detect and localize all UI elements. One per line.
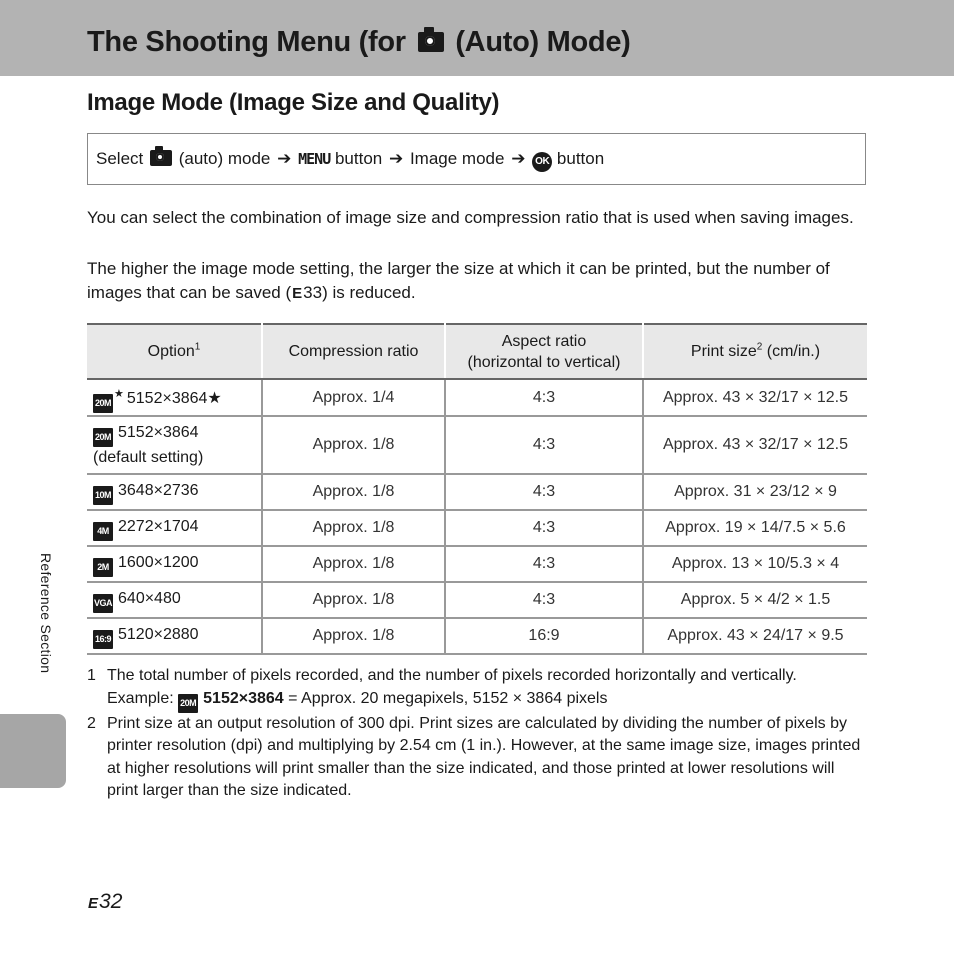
table-row [87, 474, 867, 510]
footnote-number: 1 [87, 667, 96, 684]
option-default-note: (default setting) [93, 448, 204, 466]
header-print-label: Print size [690, 343, 757, 360]
aspect-cell: 4:3 [445, 474, 643, 510]
compression-cell: Approx. 1/8 [262, 510, 445, 546]
option-label: 1600×1200 [118, 553, 199, 571]
aspect-cell: 4:3 [445, 546, 643, 582]
image-mode-16-9-icon: 16:9 [93, 630, 113, 649]
camera-auto-icon [418, 32, 444, 52]
footnote-1-example-size: 5152×3864 [203, 689, 284, 707]
print-size-cell: Approx. 19 × 14/7.5 × 5.6 [643, 510, 867, 546]
detail-text-before: The higher the image mode setting, the larger the size at which it can be printed, but the number of images that can be saved ( [87, 259, 830, 302]
footnote-2-text: Print size at an output resolution of 300 dpi. Print sizes are calculated by dividing the number of pixels by printer resolution (dpi) and multiplying by 2.54 cm (1 in.). However, at the same image size, images printed at higher resolutions will print smaller than the size indicated, and those printed at lower resolutions will print larger than the size indicated. [107, 714, 861, 799]
page-number-value: 32 [99, 890, 123, 913]
print-size-cell: Approx. 43 × 24/17 × 9.5 [643, 618, 867, 654]
option-cell [87, 546, 262, 582]
header-print-unit: (cm/in.) [766, 343, 821, 360]
chapter-title-suffix: (Auto) Mode) [455, 26, 631, 58]
footnote-1-example-label: Example: [107, 689, 174, 707]
camera-auto-icon [150, 150, 172, 166]
reference-section-icon: E [292, 285, 303, 302]
navigation-path-box [87, 133, 866, 185]
star-icon: ★ [114, 387, 124, 400]
option-label: 640×480 [118, 589, 181, 607]
table-row [87, 618, 867, 654]
nav-button-label: button [556, 149, 605, 168]
arrow-right-icon: ➔ [277, 149, 292, 168]
header-option [87, 324, 262, 379]
nav-select: Select [96, 149, 144, 168]
option-cell [87, 582, 262, 618]
aspect-cell: 4:3 [445, 510, 643, 546]
footnote-marker: 2 [756, 341, 763, 353]
footnote-2 [87, 713, 867, 803]
option-cell [87, 510, 262, 546]
aspect-cell: 4:3 [445, 582, 643, 618]
aspect-cell: 4:3 [445, 416, 643, 474]
print-size-cell: Approx. 5 × 4/2 × 1.5 [643, 582, 867, 618]
footnote-marker: 1 [194, 341, 201, 353]
aspect-cell: 4:3 [445, 379, 643, 416]
image-mode-vga-icon: VGA [93, 594, 113, 613]
print-size-cell: Approx. 43 × 32/17 × 12.5 [643, 379, 867, 416]
nav-button-label: button [334, 149, 383, 168]
page-number [87, 890, 122, 914]
header-aspect-line1: Aspect ratio [501, 332, 587, 350]
table-row [87, 379, 867, 416]
header-print-size [643, 324, 867, 379]
image-mode-10m-icon: 10M [93, 486, 113, 505]
aspect-cell: 16:9 [445, 618, 643, 654]
compression-cell: Approx. 1/8 [262, 474, 445, 510]
image-mode-20m-icon: 20M [178, 694, 198, 713]
print-size-cell: Approx. 13 × 10/5.3 × 4 [643, 546, 867, 582]
header-aspect [445, 324, 643, 379]
intro-paragraph: You can select the combination of image size and compression ratio that is used when saving images. [87, 208, 854, 227]
ok-button-icon: OK [532, 152, 552, 172]
footnotes [87, 665, 867, 803]
arrow-right-icon: ➔ [388, 149, 404, 168]
option-label: 5152×3864★ [126, 389, 222, 407]
table-row [87, 582, 867, 618]
section-title: Image Mode (Image Size and Quality) [87, 89, 500, 116]
table-row [87, 546, 867, 582]
image-mode-2m-icon: 2M [93, 558, 113, 577]
print-size-cell: Approx. 43 × 32/17 × 12.5 [643, 416, 867, 474]
option-label: 2272×1704 [118, 517, 199, 535]
print-size-cell: Approx. 31 × 23/12 × 9 [643, 474, 867, 510]
table-header-row [87, 324, 867, 379]
footnote-1-example-rest: = Approx. 20 megapixels, 5152 × 3864 pixels [288, 689, 608, 707]
option-cell [87, 379, 262, 416]
footnote-1 [87, 665, 867, 713]
compression-cell: Approx. 1/8 [262, 546, 445, 582]
header-compression: Compression ratio [262, 324, 445, 379]
option-cell [87, 474, 262, 510]
table-row [87, 510, 867, 546]
compression-cell: Approx. 1/8 [262, 582, 445, 618]
option-label: 5120×2880 [118, 625, 199, 643]
image-mode-table [87, 323, 867, 655]
nav-auto-mode: (auto) mode [178, 149, 271, 168]
image-mode-20m-icon: 20M [93, 394, 113, 413]
compression-cell: Approx. 1/8 [262, 416, 445, 474]
option-label: 3648×2736 [118, 481, 199, 499]
footnote-number: 2 [87, 714, 96, 732]
side-section-label: Reference Section [38, 553, 54, 674]
option-label: 5152×3864 [118, 423, 199, 441]
header-aspect-line2: (horizontal to vertical) [467, 353, 621, 371]
image-mode-20m-icon: 20M [93, 428, 113, 447]
image-mode-4m-icon: 4M [93, 522, 113, 541]
section-tab-marker [0, 714, 66, 788]
chapter-title [87, 22, 631, 62]
compression-cell: Approx. 1/4 [262, 379, 445, 416]
detail-paragraph [87, 257, 877, 306]
detail-text-after: ) is reduced. [322, 283, 416, 302]
menu-button-icon: MENU [298, 150, 331, 168]
footnote-1-text: The total number of pixels recorded, and the number of pixels recorded horizontally and vertically. [107, 667, 797, 684]
chapter-title-prefix: The Shooting Menu (for [87, 26, 406, 58]
table-row [87, 416, 867, 474]
reference-section-icon: E [88, 895, 99, 912]
option-cell [87, 618, 262, 654]
header-option-label: Option [147, 343, 195, 360]
option-cell [87, 416, 262, 474]
compression-cell: Approx. 1/8 [262, 618, 445, 654]
detail-ref-page: 33 [303, 283, 323, 302]
arrow-right-icon: ➔ [511, 149, 526, 168]
nav-image-mode: Image mode [409, 149, 505, 168]
